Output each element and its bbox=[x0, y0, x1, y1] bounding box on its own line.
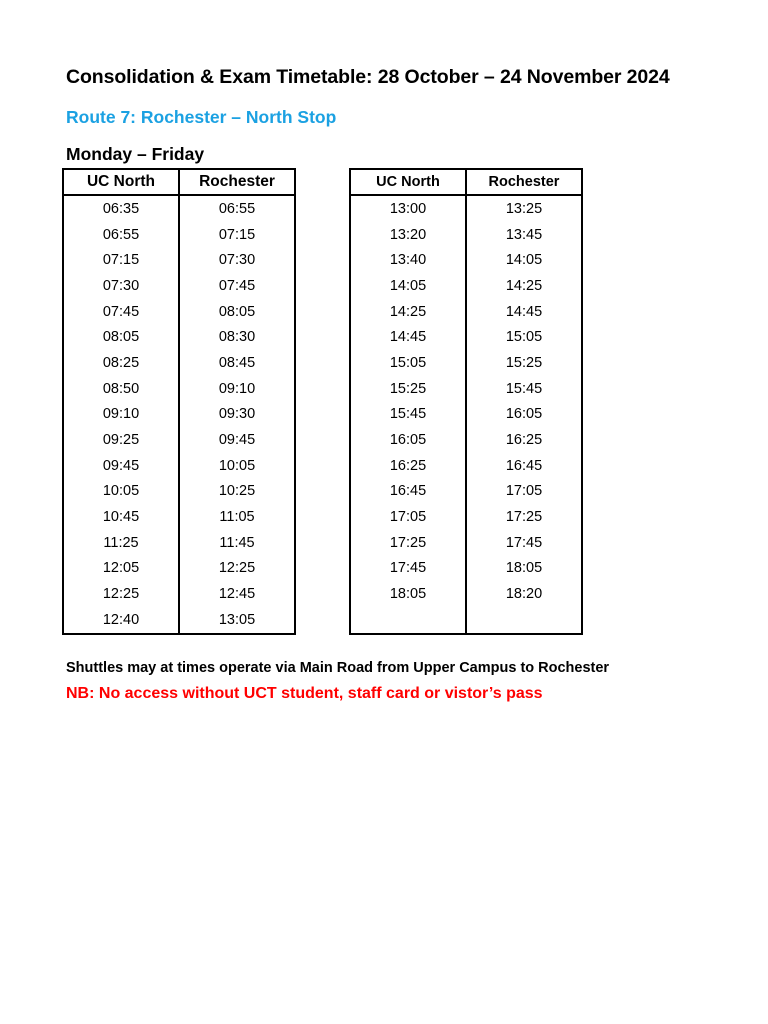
table-row bbox=[350, 530, 582, 556]
rochester-time: 08:30 bbox=[179, 324, 295, 350]
rochester-time: 12:45 bbox=[179, 581, 295, 607]
table-header-row bbox=[350, 169, 582, 195]
rochester-time: 11:05 bbox=[179, 504, 295, 530]
rochester-time: 17:45 bbox=[466, 530, 582, 556]
uc-north-time: 13:00 bbox=[350, 195, 466, 222]
uc-north-time: 16:05 bbox=[350, 427, 466, 453]
uc-north-time: 17:45 bbox=[350, 556, 466, 582]
table-row bbox=[63, 247, 295, 273]
rochester-time: 18:05 bbox=[466, 556, 582, 582]
uc-north-time: 09:10 bbox=[63, 402, 179, 428]
rochester-time: 14:25 bbox=[466, 273, 582, 299]
uc-north-time: 09:45 bbox=[63, 453, 179, 479]
rochester-time: 09:10 bbox=[179, 376, 295, 402]
table-row bbox=[350, 581, 582, 607]
uc-north-time: 06:35 bbox=[63, 195, 179, 222]
table-row bbox=[63, 376, 295, 402]
page-title: Consolidation & Exam Timetable: 28 October – 24 November 2024 bbox=[66, 66, 670, 88]
table-row bbox=[63, 581, 295, 607]
uc-north-time: 09:25 bbox=[63, 427, 179, 453]
rochester-time: 15:05 bbox=[466, 324, 582, 350]
uc-north-time: 18:05 bbox=[350, 581, 466, 607]
uc-north-time: 07:15 bbox=[63, 247, 179, 273]
uc-north-time: 14:05 bbox=[350, 273, 466, 299]
rochester-time: 16:25 bbox=[466, 427, 582, 453]
rochester-time: 15:45 bbox=[466, 376, 582, 402]
rochester-time: 09:45 bbox=[179, 427, 295, 453]
table-row bbox=[63, 453, 295, 479]
uc-north-time: 17:05 bbox=[350, 504, 466, 530]
table-row bbox=[350, 273, 582, 299]
rochester-time: 13:25 bbox=[466, 195, 582, 222]
table-row bbox=[350, 479, 582, 505]
uc-north-time: 08:05 bbox=[63, 324, 179, 350]
uc-north-time: 06:55 bbox=[63, 222, 179, 248]
rochester-time: 11:45 bbox=[179, 530, 295, 556]
table-row bbox=[63, 402, 295, 428]
table-row bbox=[350, 324, 582, 350]
table-row bbox=[350, 195, 582, 222]
table-row bbox=[350, 376, 582, 402]
rochester-time: 10:05 bbox=[179, 453, 295, 479]
rochester-time: 06:55 bbox=[179, 195, 295, 222]
rochester-time: 07:45 bbox=[179, 273, 295, 299]
uc-north-time: 17:25 bbox=[350, 530, 466, 556]
uc-north-time: 14:25 bbox=[350, 299, 466, 325]
table-row bbox=[350, 222, 582, 248]
table-row bbox=[350, 299, 582, 325]
rochester-time: 12:25 bbox=[179, 556, 295, 582]
route-heading: Route 7: Rochester – North Stop bbox=[66, 107, 337, 127]
table-row bbox=[350, 350, 582, 376]
timetable-afternoon bbox=[349, 168, 583, 635]
table-row bbox=[63, 479, 295, 505]
table-row bbox=[63, 273, 295, 299]
rochester-time: 08:05 bbox=[179, 299, 295, 325]
table-row bbox=[350, 556, 582, 582]
table-row bbox=[63, 324, 295, 350]
rochester-time: 13:45 bbox=[466, 222, 582, 248]
rochester-time bbox=[466, 607, 582, 634]
days-heading: Monday – Friday bbox=[66, 144, 205, 164]
rochester-time: 13:05 bbox=[179, 607, 295, 634]
route-note: Shuttles may at times operate via Main Road from Upper Campus to Rochester bbox=[66, 660, 610, 676]
rochester-time: 17:05 bbox=[466, 479, 582, 505]
uc-north-time: 10:05 bbox=[63, 479, 179, 505]
table-row bbox=[63, 299, 295, 325]
table-row bbox=[63, 607, 295, 634]
uc-north-time: 15:25 bbox=[350, 376, 466, 402]
column-header-uc-north: UC North bbox=[63, 169, 179, 195]
table-row bbox=[63, 350, 295, 376]
table-row bbox=[63, 195, 295, 222]
table-row bbox=[63, 504, 295, 530]
column-header-rochester: Rochester bbox=[179, 169, 295, 195]
column-header-rochester: Rochester bbox=[466, 169, 582, 195]
table-row bbox=[350, 247, 582, 273]
rochester-time: 14:05 bbox=[466, 247, 582, 273]
table-row bbox=[63, 530, 295, 556]
column-header-uc-north: UC North bbox=[350, 169, 466, 195]
rochester-time: 17:25 bbox=[466, 504, 582, 530]
rochester-time: 15:25 bbox=[466, 350, 582, 376]
uc-north-time: 13:20 bbox=[350, 222, 466, 248]
rochester-time: 07:15 bbox=[179, 222, 295, 248]
table-row bbox=[350, 504, 582, 530]
uc-north-time: 10:45 bbox=[63, 504, 179, 530]
table-row bbox=[63, 556, 295, 582]
uc-north-time: 11:25 bbox=[63, 530, 179, 556]
table-row bbox=[350, 607, 582, 634]
rochester-time: 14:45 bbox=[466, 299, 582, 325]
table-row bbox=[63, 222, 295, 248]
timetable-morning bbox=[62, 168, 296, 635]
uc-north-time: 08:25 bbox=[63, 350, 179, 376]
uc-north-time: 13:40 bbox=[350, 247, 466, 273]
rochester-time: 16:05 bbox=[466, 402, 582, 428]
uc-north-time: 14:45 bbox=[350, 324, 466, 350]
uc-north-time: 12:40 bbox=[63, 607, 179, 634]
uc-north-time: 16:25 bbox=[350, 453, 466, 479]
rochester-time: 10:25 bbox=[179, 479, 295, 505]
rochester-time: 08:45 bbox=[179, 350, 295, 376]
uc-north-time: 12:25 bbox=[63, 581, 179, 607]
table-header-row bbox=[63, 169, 295, 195]
uc-north-time: 16:45 bbox=[350, 479, 466, 505]
uc-north-time: 08:50 bbox=[63, 376, 179, 402]
table-row bbox=[350, 402, 582, 428]
rochester-time: 07:30 bbox=[179, 247, 295, 273]
table-row bbox=[350, 453, 582, 479]
uc-north-time: 15:05 bbox=[350, 350, 466, 376]
rochester-time: 09:30 bbox=[179, 402, 295, 428]
uc-north-time: 07:45 bbox=[63, 299, 179, 325]
uc-north-time bbox=[350, 607, 466, 634]
uc-north-time: 15:45 bbox=[350, 402, 466, 428]
rochester-time: 18:20 bbox=[466, 581, 582, 607]
rochester-time: 16:45 bbox=[466, 453, 582, 479]
uc-north-time: 07:30 bbox=[63, 273, 179, 299]
access-warning: NB: No access without UCT student, staff card or vistor’s pass bbox=[66, 685, 543, 702]
table-row bbox=[63, 427, 295, 453]
uc-north-time: 12:05 bbox=[63, 556, 179, 582]
table-row bbox=[350, 427, 582, 453]
